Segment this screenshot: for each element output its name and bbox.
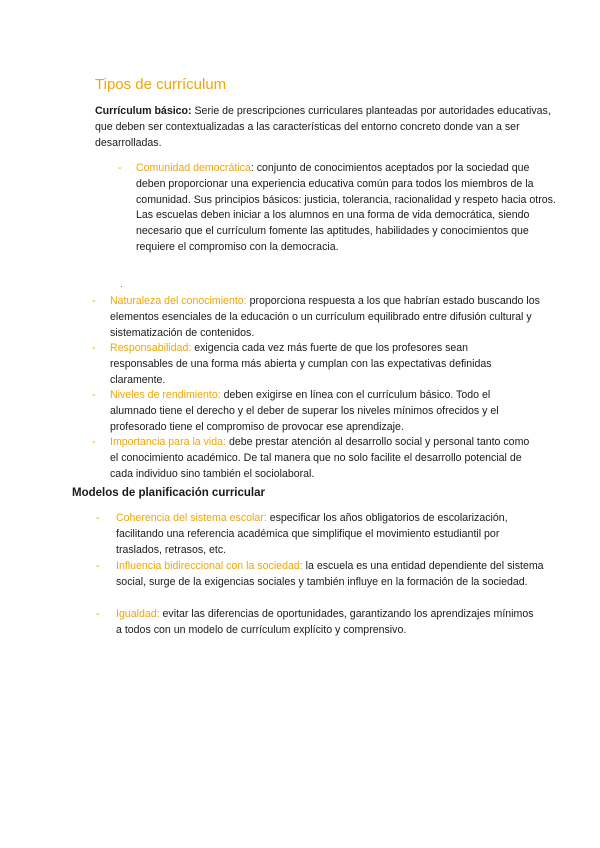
list2-dash-3: - xyxy=(96,608,100,620)
sub-item-dash: - xyxy=(118,162,122,174)
list-item xyxy=(110,294,540,341)
list-item-term: Niveles de rendimiento: xyxy=(110,389,221,401)
list-item xyxy=(116,559,546,591)
sub-item-text: : conjunto de conocimientos aceptados por la sociedad que deben proporcionar una experiencia educativa común para todos los miembros de la comunidad. Sus principios básicos: justicia, tolerancia, racionalidad y respeto hacia otros. Las escuelas deben iniciar a los alumnos en una forma de vida democrática, siendo necesario que el currículum fomente las aptitudes, habilidades y conocimientos que requiere el compromiso con la democracia. xyxy=(136,162,556,253)
intro-term: Currículum básico: xyxy=(95,105,192,117)
list-item-term: Influencia bidireccional con la sociedad: xyxy=(116,560,303,572)
intro-text: Serie de prescripciones curriculares planteadas por autoridades educativas, que deben ser contextualizadas a las características del entorno concreto donde van a ser desarrolladas. xyxy=(95,105,551,149)
list-item-text: especificar los años obligatorios de escolarización, facilitando una referencia académica que simplifique el movimiento estudiantil por traslados, retrasos, etc. xyxy=(116,512,508,556)
list-item-term: Naturaleza del conocimiento: xyxy=(110,295,247,307)
list-item xyxy=(110,435,538,482)
list-item-term: Coherencia del sistema escolar: xyxy=(116,512,267,524)
list-item-text: la escuela es una entidad dependiente del sistema social, surge de la exigencias sociales y también influye en la formación de la sociedad. xyxy=(116,560,544,588)
list2-dash-2: - xyxy=(96,560,100,572)
list-item xyxy=(116,511,536,558)
list-item-text: exigencia cada vez más fuerte de que los profesores sean responsables de una forma más abierta y cumplan con las expectativas definidas claramente. xyxy=(110,342,492,386)
list-item-term: Igualdad: xyxy=(116,608,160,620)
stray-dot: · xyxy=(120,282,123,291)
list-item-text: proporciona respuesta a los que habrían estado buscando los elementos esenciales de la educación o un currículum equilibrado entre difusión cultural y sistematización de contenidos. xyxy=(110,295,540,339)
list1-dash-4: - xyxy=(92,436,96,448)
sub-item-term: Comunidad democrática xyxy=(136,162,251,174)
section-heading: Modelos de planificación curricular xyxy=(72,487,265,499)
list-item-term: Importancia para la vida: xyxy=(110,436,227,448)
section-title: Tipos de currículum xyxy=(95,76,227,93)
list-item-text: deben exigirse en línea con el currículum básico. Todo el alumnado tiene el derecho y el deber de superar los niveles mínimos ofrecidos y el profesorado tiene el compromiso de provocar ese aprendizaje. xyxy=(110,389,499,433)
list-item xyxy=(116,607,536,639)
list1-dash-1: - xyxy=(92,295,96,307)
list-item-text: evitar las diferencias de oportunidades, garantizando los aprendizajes mínimos a todos con un modelo de currículum explícito y comprensivo. xyxy=(116,608,534,636)
sub-item xyxy=(136,161,561,256)
intro-paragraph xyxy=(95,104,557,151)
list-item xyxy=(110,341,530,388)
list2-dash-1: - xyxy=(96,512,100,524)
list-item-text: debe prestar atención al desarrollo social y personal tanto como el conocimiento académico. De tal manera que no solo facilite el desarrollo potencial de cada individuo sino también el sociolaboral. xyxy=(110,436,530,480)
list1-dash-3: - xyxy=(92,389,96,401)
list1-dash-2: - xyxy=(92,342,96,354)
list-item xyxy=(110,388,538,435)
list-item-term: Responsabilidad: xyxy=(110,342,192,354)
